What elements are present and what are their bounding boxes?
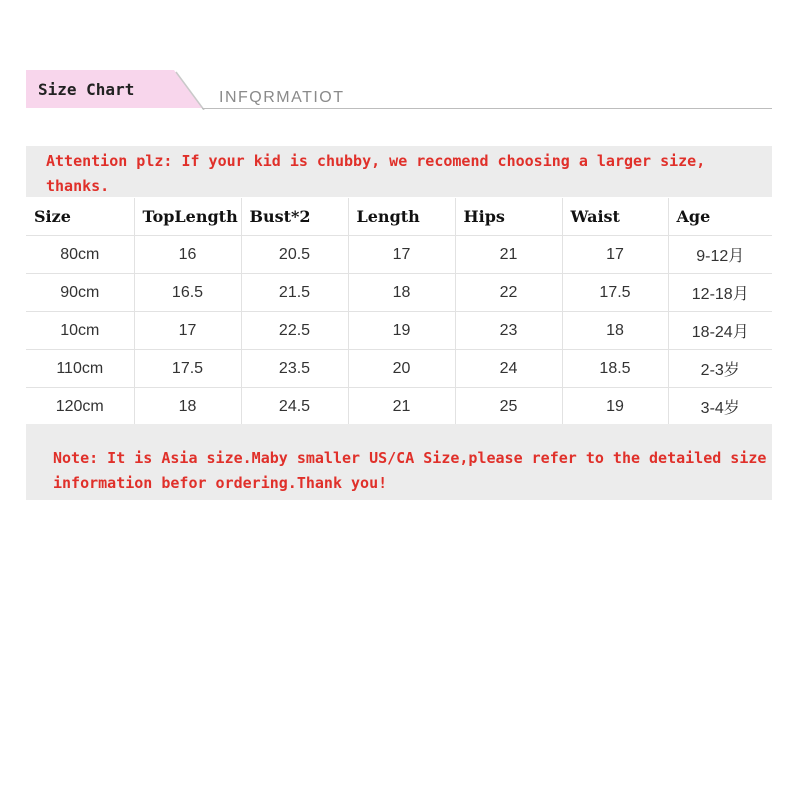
table-cell: 24.5 [241, 388, 348, 426]
attention-text: Attention plz: If your kid is chubby, we recomend choosing a larger size, thanks. [46, 152, 715, 195]
table-cell: 19 [348, 312, 455, 350]
table-cell: 120cm [26, 388, 134, 426]
header-divider [202, 108, 772, 109]
table-cell: 10cm [26, 312, 134, 350]
table-cell: 16 [134, 236, 241, 274]
column-header: Size [26, 198, 134, 236]
table-cell: 23 [455, 312, 562, 350]
table-cell: 22.5 [241, 312, 348, 350]
column-header: Age [668, 198, 772, 236]
table-row [26, 274, 772, 312]
column-header: Waist [562, 198, 668, 236]
table-cell: 20.5 [241, 236, 348, 274]
table-cell: 18 [134, 388, 241, 426]
tab-label: Size Chart [38, 80, 135, 99]
column-header: TopLength [134, 198, 241, 236]
column-header: Hips [455, 198, 562, 236]
column-header: Length [348, 198, 455, 236]
table-cell: 17 [134, 312, 241, 350]
table-cell: 18 [348, 274, 455, 312]
table-cell: 12-18月 [668, 274, 772, 312]
table-cell: 17.5 [562, 274, 668, 312]
table-cell: 21 [348, 388, 455, 426]
table-cell: 18.5 [562, 350, 668, 388]
table-row [26, 236, 772, 274]
table-cell: 21 [455, 236, 562, 274]
column-header: Bust*2 [241, 198, 348, 236]
table-row [26, 350, 772, 388]
table-cell: 25 [455, 388, 562, 426]
table-cell: 3-4岁 [668, 388, 772, 426]
table-cell: 17 [562, 236, 668, 274]
note-banner [26, 424, 772, 500]
table-row [26, 312, 772, 350]
table-cell: 23.5 [241, 350, 348, 388]
table-cell: 17 [348, 236, 455, 274]
table-cell: 90cm [26, 274, 134, 312]
table-cell: 24 [455, 350, 562, 388]
table-cell: 20 [348, 350, 455, 388]
attention-banner [26, 146, 772, 197]
table-cell: 19 [562, 388, 668, 426]
table-cell: 22 [455, 274, 562, 312]
size-table [26, 198, 772, 426]
table-cell: 2-3岁 [668, 350, 772, 388]
table-cell: 18 [562, 312, 668, 350]
table-cell: 80cm [26, 236, 134, 274]
table-cell: 110cm [26, 350, 134, 388]
table-row [26, 388, 772, 426]
table-cell: 18-24月 [668, 312, 772, 350]
table-cell: 9-12月 [668, 236, 772, 274]
table-cell: 21.5 [241, 274, 348, 312]
size-chart-tab [26, 70, 206, 110]
table-cell: 17.5 [134, 350, 241, 388]
header-subtitle: INFQRMATIOT [219, 89, 345, 106]
table-cell: 16.5 [134, 274, 241, 312]
note-text: Note: It is Asia size.Maby smaller US/CA Size,please refer to the detailed size information befor ordering.Thank you! [53, 449, 767, 492]
size-chart-header [26, 70, 772, 114]
table-header-row [26, 198, 772, 236]
